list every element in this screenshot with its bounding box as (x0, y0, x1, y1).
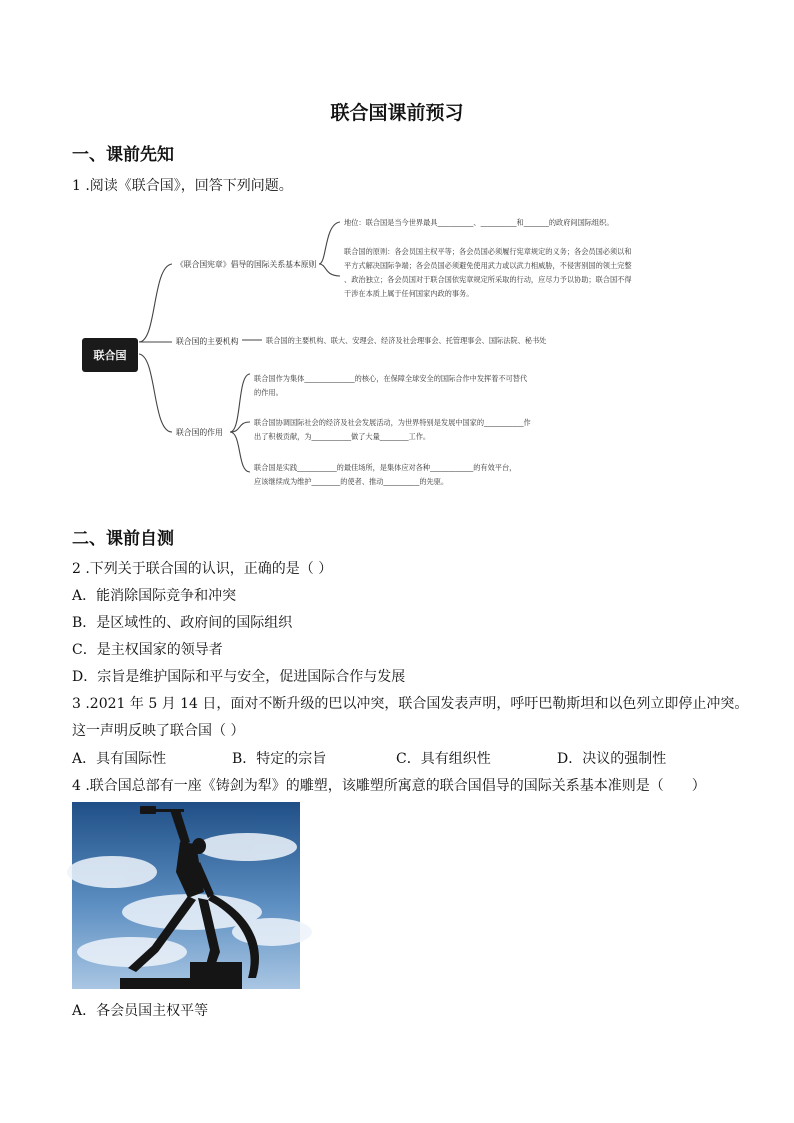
b1-line: 联合国的原则：各会员国主权平等；各会员国必须履行宪章规定的义务；各会员国必须以和 (344, 247, 632, 256)
connector-branch3 (139, 354, 172, 432)
question-3-stem-line1: 3 .2021 年 5 月 14 日，面对不断升级的巴以冲突，联合国发表声明，呼吁巴勒斯坦和以色列立即停止冲突。 (72, 696, 749, 712)
section-heading-self-test: 二、课前自测 (72, 529, 174, 549)
question-3-option-d: D．决议的强制性 (557, 751, 667, 767)
section-heading-preview: 一、课前先知 (72, 145, 174, 165)
sculpture-photo (72, 802, 300, 989)
b1-line: 地位：联合国是当今世界最具__________、__________和_______的政府间国际组织。 (344, 218, 614, 227)
b3-line: 出了积极贡献，为___________做了大量________工作。 (254, 432, 431, 441)
connector-b3-c (230, 432, 250, 472)
mind-map-branch3: 联合国的作用 (176, 428, 223, 437)
page-title: 联合国课前预习 (330, 102, 464, 124)
connector-b1-principles (319, 264, 340, 276)
b3-line: 的作用。 (254, 388, 283, 397)
b1-line: 、政治独立；各会员国对于联合国依宪章规定所采取的行动，应尽力予以协助；联合国不得 (344, 275, 632, 284)
question-2-option-c: C．是主权国家的领导者 (72, 642, 223, 658)
mind-map-branch2: 联合国的主要机构 (176, 337, 239, 346)
connector-b3-a (230, 374, 250, 432)
question-3-option-a: A．具有国际性 (72, 751, 167, 767)
question-3-option-b: B．特定的宗旨 (232, 751, 327, 767)
mind-map-root: 联合国 (93, 349, 127, 362)
question-4-option-a: A．各会员国主权平等 (72, 1003, 209, 1019)
connector-branch1 (139, 264, 172, 342)
b1-line: 干涉在本质上属于任何国家内政的事务。 (344, 289, 474, 298)
b3-line: 应该继续成为维护________的使者、推动__________的先驱。 (254, 477, 449, 486)
connector-b1-status (319, 222, 340, 264)
question-1: 1 .阅读《联合国》，回答下列问题。 (72, 178, 293, 194)
question-2-option-a: A．能消除国际竞争和冲突 (72, 588, 237, 604)
question-4-stem: 4 .联合国总部有一座《铸剑为犁》的雕塑，该雕塑所寓意的联合国倡导的国际关系基本准则是（ ） (72, 778, 706, 794)
b3-line: 联合国是实践___________的最佳场所，是集体应对各种____________的有效平台， (254, 463, 517, 472)
b3-line: 联合国作为集体______________的核心，在保障全球安全的国际合作中发挥着不可替代 (254, 374, 528, 383)
question-3-stem-line2: 这一声明反映了联合国（ ） (72, 723, 245, 739)
question-2-option-b: B．是区域性的、政府间的国际组织 (72, 615, 293, 631)
b2-line: 联合国的主要机构、联大、安理会、经济及社会理事会、托管理事会、国际法院、秘书处 (266, 336, 547, 345)
mind-map (72, 206, 632, 496)
b1-line: 平方式解决国际争端；各会员国必须避免使用武力或以武力相威胁，不侵害别国的领土完整 (344, 261, 632, 270)
b3-line: 联合国协调国际社会的经济及社会发展活动，为世界特别是发展中国家的___________作 (254, 418, 531, 427)
question-2-option-d: D．宗旨是维护国际和平与安全，促进国际合作与发展 (72, 669, 406, 685)
question-3-option-c: C．具有组织性 (396, 751, 491, 767)
mind-map-branch1: 《联合国宪章》倡导的国际关系基本原则 (176, 260, 317, 269)
question-2-stem: 2 .下列关于联合国的认识，正确的是（ ） (72, 561, 333, 577)
